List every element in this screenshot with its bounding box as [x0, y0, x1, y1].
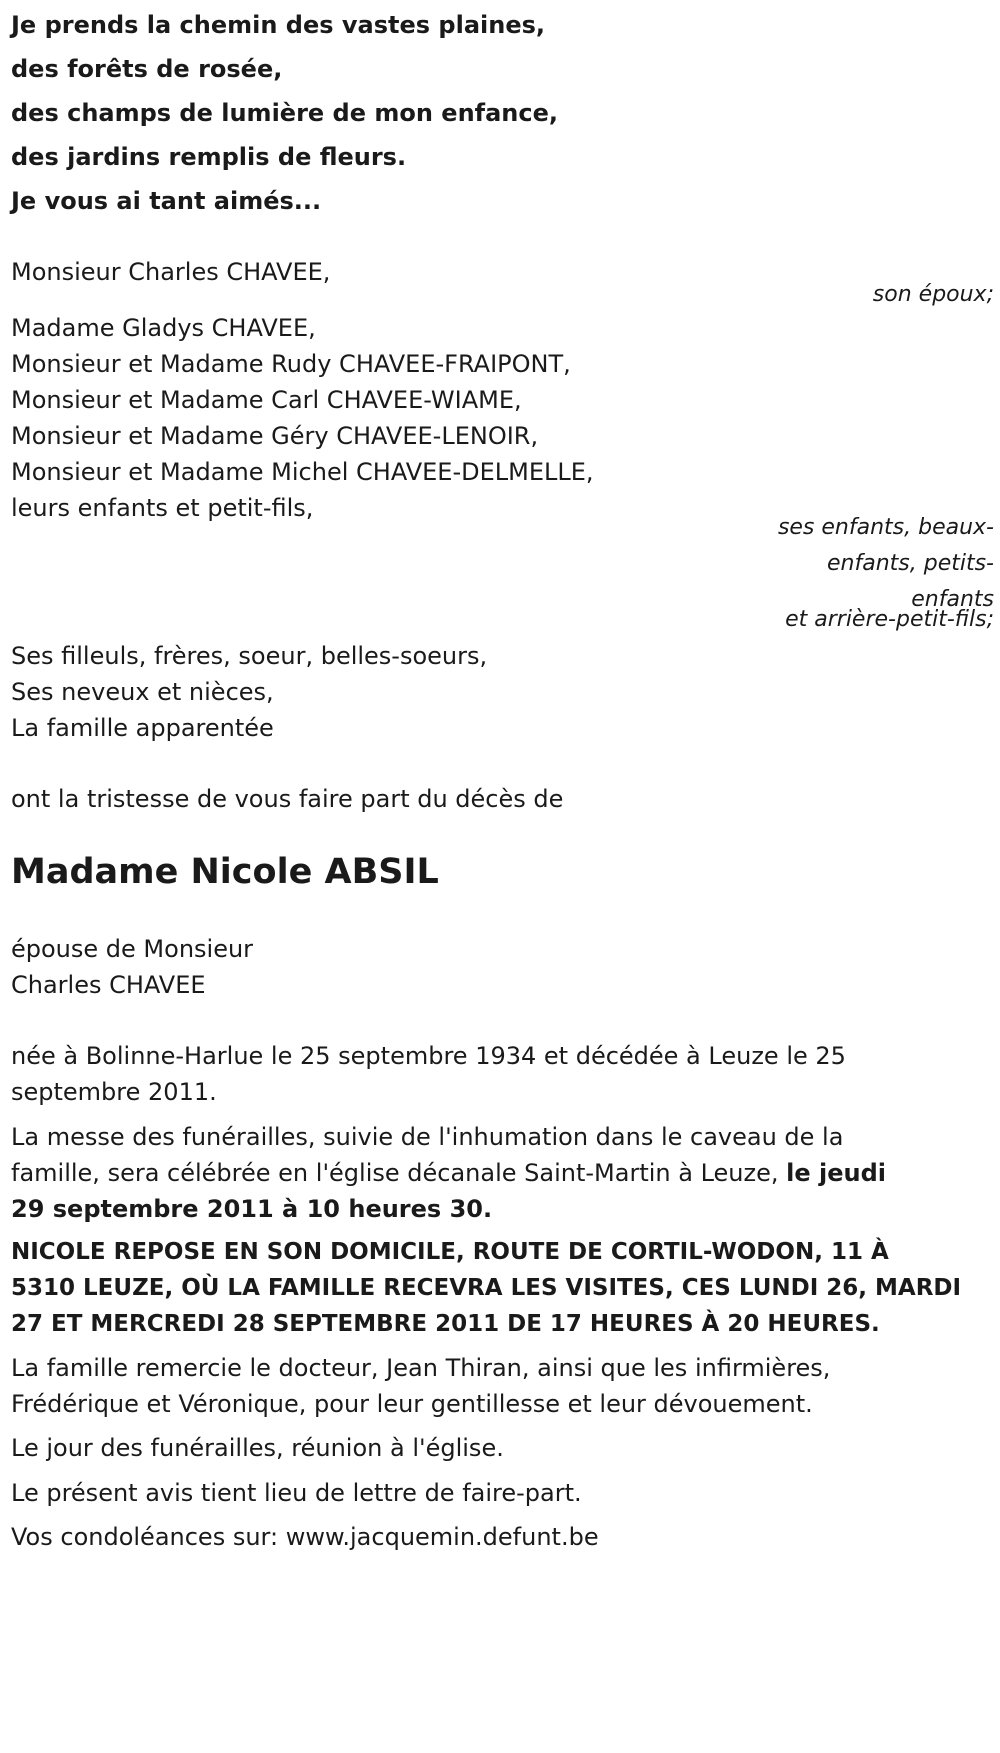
thanks-line-1: La famille remercie le docteur, Jean Thiran, ainsi que les infirmières, [11, 1354, 831, 1382]
poem-line-4: des jardins remplis de fleurs. [11, 143, 407, 171]
repose-line-2: 5310 LEUZE, OÙ LA FAMILLE RECEVRA LES VISITES, CES LUNDI 26, MARDI [11, 1275, 962, 1301]
family-child: leurs enfants et petit-fils, [11, 494, 314, 522]
children-relation-line-3: enfants [911, 587, 994, 612]
birth-line-1: née à Bolinne-Harlue le 25 septembre 1934 et décédée à Leuze le 25 [11, 1042, 846, 1070]
condolences-link[interactable]: Vos condoléances sur: www.jacquemin.defunt.be [11, 1523, 599, 1551]
family-other: Ses filleuls, frères, soeur, belles-soeurs, [11, 642, 488, 670]
poem-line-1: Je prends la chemin des vastes plaines, [11, 11, 546, 39]
mass-line-1: La messe des funérailles, suivie de l'inhumation dans le caveau de la [11, 1123, 844, 1151]
children-relation-line-4: et arrière-petit-fils; [785, 607, 994, 632]
family-other: Ses neveux et nièces, [11, 678, 274, 706]
family-child: Madame Gladys CHAVEE, [11, 314, 316, 342]
notice-note: Le présent avis tient lieu de lettre de faire-part. [11, 1479, 582, 1507]
mass-line-2-text: famille, sera célébrée en l'église décanale Saint-Martin à Leuze, [11, 1159, 787, 1187]
meeting-note: Le jour des funérailles, réunion à l'église. [11, 1434, 504, 1462]
spouse-of-line-1: épouse de Monsieur [11, 935, 254, 963]
spouse-relation: son époux; [872, 282, 994, 307]
mass-date-time: 29 septembre 2011 à 10 heures 30. [11, 1195, 493, 1223]
spouse-of-line-2: Charles CHAVEE [11, 971, 206, 999]
family-other: La famille apparentée [11, 714, 274, 742]
poem-line-2: des forêts de rosée, [11, 55, 283, 83]
mass-line-2 [11, 1157, 886, 1189]
announcement: ont la tristesse de vous faire part du décès de [11, 785, 564, 813]
family-child: Monsieur et Madame Carl CHAVEE-WIAME, [11, 386, 522, 414]
children-relation-line-2: enfants, petits- [827, 551, 994, 576]
family-child: Monsieur et Madame Michel CHAVEE-DELMELLE, [11, 458, 594, 486]
family-child: Monsieur et Madame Géry CHAVEE-LENOIR, [11, 422, 539, 450]
deceased-name: Madame Nicole ABSIL [11, 852, 439, 892]
poem-line-5: Je vous ai tant aimés... [11, 187, 322, 215]
children-relation-line-1: ses enfants, beaux- [777, 515, 994, 540]
thanks-line-2: Frédérique et Véronique, pour leur gentillesse et leur dévouement. [11, 1390, 813, 1418]
family-spouse: Monsieur Charles CHAVEE, [11, 258, 331, 286]
family-child: Monsieur et Madame Rudy CHAVEE-FRAIPONT, [11, 350, 571, 378]
repose-line-3: 27 ET MERCREDI 28 SEPTEMBRE 2011 DE 17 HEURES À 20 HEURES. [11, 1311, 880, 1337]
mass-day: le jeudi [786, 1159, 886, 1187]
repose-line-1: NICOLE REPOSE EN SON DOMICILE, ROUTE DE CORTIL-WODON, 11 À [11, 1239, 889, 1265]
birth-line-2: septembre 2011. [11, 1078, 217, 1106]
poem-line-3: des champs de lumière de mon enfance, [11, 99, 558, 127]
